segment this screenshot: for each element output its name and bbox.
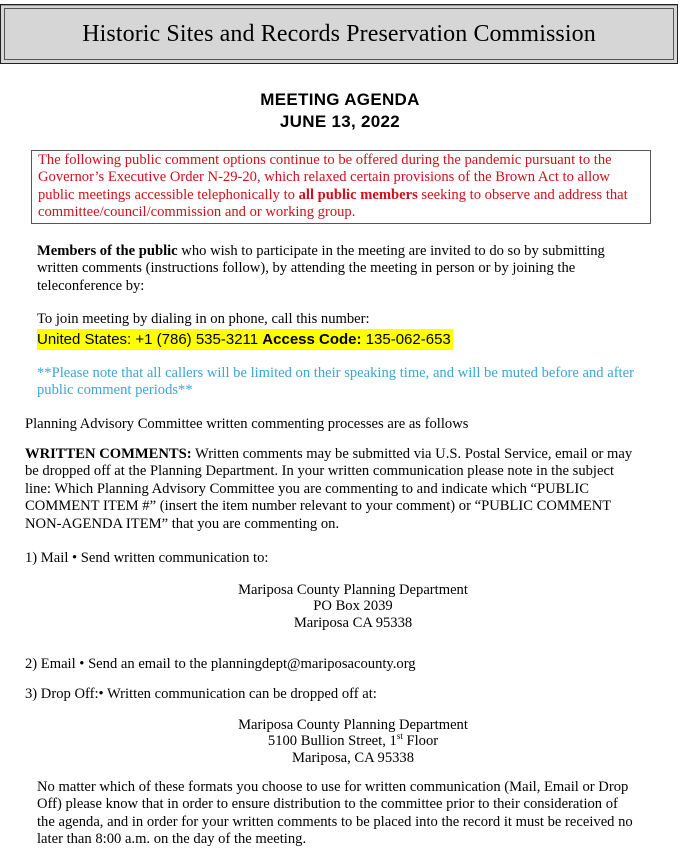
phone-intro: To join meeting by dialing in on phone, call this number: [37,311,370,327]
mail-address-line: PO Box 2039 [313,598,393,615]
street-floor: Floor [402,733,439,750]
phone-number: United States: +1 (786) 535-3211 [37,331,263,348]
email-option: 2) Email • Send an email to the planningdept@mariposacounty.org [25,656,416,672]
planning-intro: Planning Advisory Committee written commenting processes are as follows [25,416,469,432]
header-banner [0,4,678,64]
members-paragraph [37,243,637,295]
written-comments-paragraph [25,446,635,533]
notice-bold-text: all public members [298,186,418,203]
dropoff-address-line: Mariposa, CA 95338 [291,749,415,766]
notice-text-after: seeking to observe and address that committee/council/commission and or working group. [38,186,628,221]
dropoff-option: 3) Drop Off:• Written communication can be dropped off at: [25,686,377,702]
written-comments-label: WRITTEN COMMENTS: [25,446,192,462]
phone-highlight [37,329,453,350]
mail-address-line: Mariposa County Planning Department [238,582,468,598]
street-superscript: st [396,731,403,742]
notice-text-before: The following public comment options continue to be offered during the pandemic pursuant to the Governor’s Executive Order N-29-20, which relaxed certain provisions of the Brown Act to allow public meetings accessible telephonically to [38,152,612,203]
street-text: 5100 Bullion Street, 1 [267,733,397,750]
mail-address-line: Mariposa CA 95338 [293,614,413,631]
members-text: who wish to participate in the meeting are invited to do so by submitting written comments (instructions follow), by attending the meeting in person or by joining the teleconference by: [37,243,605,294]
dropoff-street-line [13,733,680,749]
agenda-heading: MEETING AGENDA [260,90,420,109]
members-bold-text: Members of the public [37,243,178,259]
closing-paragraph: No matter which of these formats you choose to use for written communication (Mail, Email or Drop Off) please know that in order to ensure distribution to the committee prior to their consideration of the agenda, and in order for your written comments to be placed into the record it must be received no later than 8:00 a.m. on the day of the meeting. [37,779,633,848]
written-comments-text: Written comments may be submitted via U.S. Postal Service, email or may be dropped off at the Planning Department. In your written communication please note in the subject line: Which Planning Advisory Committee you are commenting to and indicate which “PUBLIC COMMENT ITEM #” (insert the item number relevant to your comment) or “PUBLIC COMMENT NON-AGENDA ITEM” that you are commenting on. [25,446,633,532]
pandemic-notice-box [31,150,651,224]
caller-note: **Please note that all callers will be limited on their speaking time, and will be muted before and after public comment periods** [37,365,634,399]
page-title: Historic Sites and Records Preservation Commission [82,21,596,47]
access-code: 135-062-653 [361,331,451,348]
mail-option: 1) Mail • Send written communication to: [25,550,269,566]
agenda-date: JUNE 13, 2022 [279,112,401,131]
access-code-label: Access Code: [262,331,362,348]
dropoff-address-line: Mariposa County Planning Department [238,717,468,733]
mail-address [0,582,680,631]
dropoff-address [0,717,680,766]
